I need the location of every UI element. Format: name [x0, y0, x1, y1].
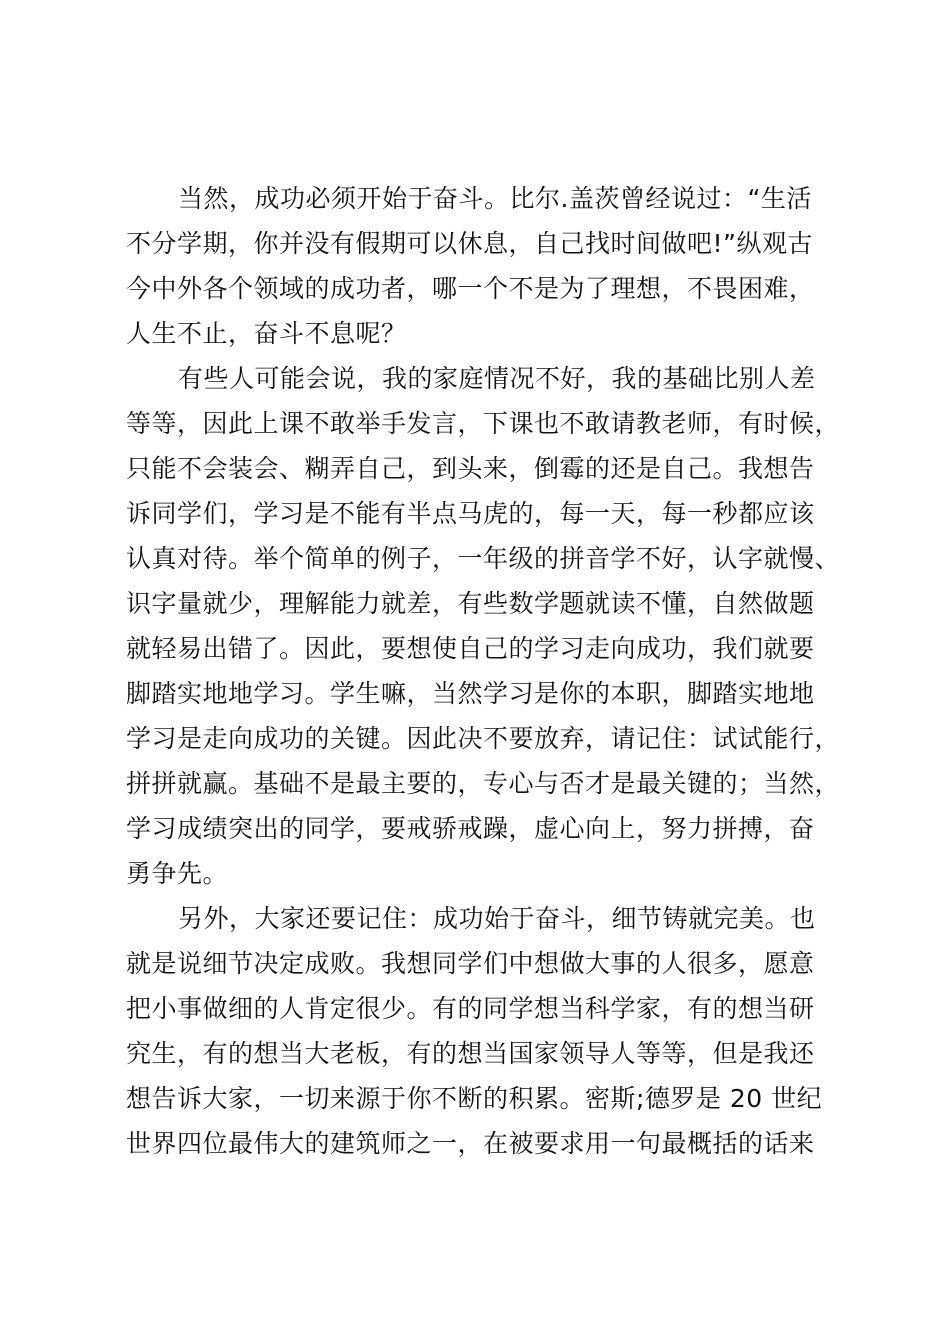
paragraph-3: [126, 896, 846, 1166]
text-line: 诉同学们，学习是不能有半点马虎的，每一天，每一秒都应该: [126, 499, 815, 528]
text-line: 学习是走向成功的关键。因此决不要放弃，请记住：试试能行，: [126, 724, 841, 753]
text-line: 只能不会装会、糊弄自己，到头来，倒霉的还是自己。我想告: [126, 454, 815, 483]
paragraph-2: [126, 356, 846, 896]
text-line: 就是说细节决定成败。我想同学们中想做大事的人很多，愿意: [126, 949, 815, 978]
text-line: 拼拼就赢。基础不是最主要的，专心与否才是最关键的；当然，: [126, 769, 841, 798]
text-line: 脚踏实地地学习。学生嘛，当然学习是你的本职，脚踏实地地: [126, 679, 815, 708]
text-line: 不分学期，你并没有假期可以休息，自己找时间做吧!”纵观古: [126, 229, 813, 258]
text-line: 等等，因此上课不敢举手发言，下课也不敢请教老师，有时候，: [126, 409, 841, 438]
text-line: 认真对待。举个简单的例子，一年级的拼音学不好，认字就慢、: [126, 544, 841, 573]
text-line: 今中外各个领域的成功者，哪一个不是为了理想，不畏困难，: [126, 274, 815, 303]
text-line: 有些人可能会说，我的家庭情况不好，我的基础比别人差: [178, 364, 816, 393]
text-line: 当然，成功必须开始于奋斗。比尔.盖茨曾经说过：“生活: [178, 184, 812, 213]
text-line: 想告诉大家，一切来源于你不断的积累。密斯;德罗是 20 世纪: [126, 1084, 823, 1113]
text-line: 另外，大家还要记住：成功始于奋斗，细节铸就完美。也: [178, 904, 816, 933]
text-line: 把小事做细的人肯定很少。有的同学想当科学家，有的想当研: [126, 994, 815, 1023]
text-line: 究生，有的想当大老板，有的想当国家领导人等等，但是我还: [126, 1039, 815, 1068]
paragraph-1: [126, 176, 846, 356]
text-line: 就轻易出错了。因此，要想使自己的学习走向成功，我们就要: [126, 634, 815, 663]
text-line: 识字量就少，理解能力就差，有些数学题就读不懂，自然做题: [126, 589, 815, 618]
text-line: 勇争先。: [126, 859, 229, 888]
text-line: 学习成绩突出的同学，要戒骄戒躁，虚心向上，努力拼搏，奋: [126, 814, 815, 843]
text-line: 世界四位最伟大的建筑师之一，在被要求用一句最概括的话来: [126, 1129, 815, 1158]
document-body: [126, 176, 846, 1166]
text-line: 人生不止，奋斗不息呢？: [126, 319, 407, 348]
